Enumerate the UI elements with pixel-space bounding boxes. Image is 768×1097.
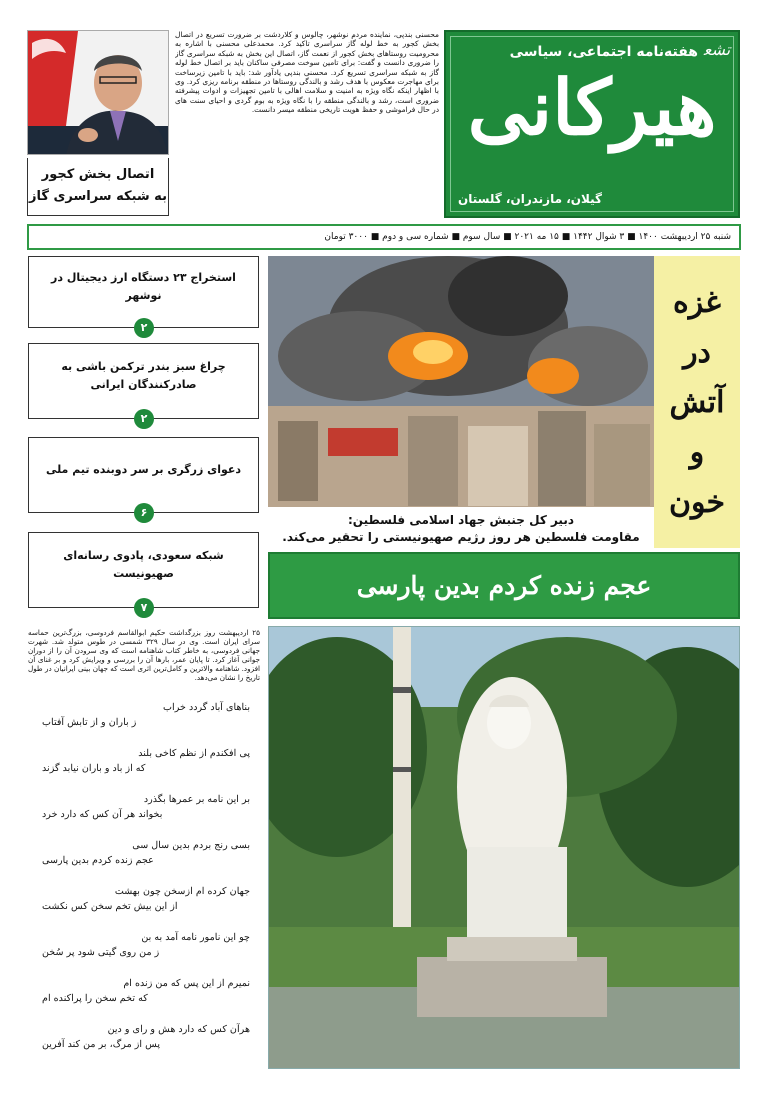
side-box-title: چراغ سبز بندر ترکمن باشی به صادرکنندگان ایرانی	[61, 360, 226, 391]
ferdowsi-statue-photo[interactable]	[268, 626, 740, 1069]
verse-line: ز باران و از تابش آفتاب	[42, 717, 137, 728]
verse-line: بر این نامه بر عمرها بگذرد	[143, 794, 250, 805]
verse-line: پی افکندم از نظم کاخی بلند	[138, 748, 250, 759]
side-box-3[interactable]	[28, 437, 259, 519]
side-box-title: استخراج ۲۳ دستگاه ارز دیجیتال در نوشهر	[51, 271, 236, 302]
verse	[28, 1022, 260, 1068]
verse	[28, 930, 260, 976]
issue-date-bar: شنبه ۲۵ اردیبهشت ۱۴۰۰ ■ ۳ شوال ۱۴۴۲ ■ ۱۵ مه ۲۰۲۱ ■ سال سوم ■ شماره سی و دوم ■ ۳۰۰۰ تومان	[27, 224, 741, 250]
gaza-photo[interactable]	[268, 256, 654, 507]
verse-line: که تخم سخن را پراکنده ام	[42, 993, 148, 1004]
gaza-caption-line1: دبیر کل جنبش جهاد اسلامی فلسطین:	[348, 513, 574, 527]
ferdowsi-banner[interactable]: عجم زنده کردم بدین پارسی	[268, 552, 740, 619]
top-story-headline[interactable]	[27, 158, 169, 216]
statue-image	[268, 627, 739, 1069]
verse-list	[28, 700, 260, 1070]
gaza-image	[268, 256, 654, 507]
side-box-title: شبکه سعودی، پادوی رسانه‌ای صهیونیست	[63, 549, 224, 580]
portrait-image	[27, 31, 168, 155]
verse-line: بخواند هر آن کس که دارد خرد	[42, 809, 163, 820]
gaza-caption-line2: مقاومت فلسطین هر روز رژیم صهیونیستی را تحقیر می‌کند.	[282, 530, 640, 544]
verse-line: ز من روی گیتی شود پر سُخن	[42, 947, 160, 958]
top-story-headline-line1: اتصال بخش کجور	[41, 167, 155, 182]
verse-line: که از باد و باران نیابد گزند	[42, 763, 146, 774]
verse	[28, 700, 260, 746]
gaza-word-3: آتش	[669, 385, 725, 420]
masthead-seal: ﺗﺸﻌ	[703, 40, 731, 59]
verse	[28, 792, 260, 838]
gaza-word-2: در	[683, 335, 711, 370]
verse	[28, 838, 260, 884]
verse-line: نمیرم از این پس که من زنده ام	[123, 978, 250, 989]
masthead-region: گیلان، مازندران، گلستان	[458, 192, 602, 206]
verse	[28, 976, 260, 1022]
ferdowsi-intro: ۲۵ اردیبهشت روز بزرگداشت حکیم ابوالقاسم فردوسی، بزرگ‌ترین حماسه سرای ایران است. وی در سال ۳۲۹ شمسی در طوس متولد شد. شهرت جهانی فردوسی، به خاطر کتاب شاهنامه است که وی سرودن آن را از دوران جوانی آغاز کرد. تا پایان عمر، بارها آن را بررسی و ویرایش کرد و بر غنای آن افزود. شاهنامه والاترین و کامل‌ترین اثری است که جهان بینی ایرانیان در طول تاریخ را نشان می‌دهد.	[28, 628, 260, 682]
side-box-4[interactable]	[28, 532, 259, 614]
side-box-1[interactable]	[28, 256, 259, 334]
masthead	[444, 30, 740, 218]
page-number-badge: ۲	[134, 318, 154, 338]
page-number-badge: ۷	[134, 598, 154, 618]
page-number-badge: ۶	[134, 503, 154, 523]
gaza-caption	[268, 508, 654, 550]
side-box-2[interactable]	[28, 343, 259, 425]
gaza-word-5: خون	[668, 485, 726, 520]
verse-line: بناهای آباد گردد خراب	[163, 702, 250, 713]
verse	[28, 746, 260, 792]
verse-line: از این بیش تخم سخن کس نکشت	[42, 901, 178, 912]
verse-line: عجم زنده کردم بدین پارسی	[42, 855, 154, 866]
verse	[28, 884, 260, 930]
verse-line: بسی رنج بردم بدین سال سی	[132, 840, 250, 851]
gaza-headline[interactable]	[654, 256, 740, 548]
verse-line: پس از مرگ، بر من کند آفرین	[42, 1039, 161, 1050]
page-number-badge: ۲	[134, 409, 154, 429]
masthead-subtitle: هفته‌نامه اجتماعی، سیاسی	[509, 44, 698, 60]
top-story-body: محسنی بندپی، نماینده مردم نوشهر، چالوس و کلاردشت بر ضرورت تسریع در اتصال بخش کجور به خط لوله گاز سراسری تاکید کرد. محمدعلی محسنی با اشاره به محرومیت روستاهای بخش کجور از نعمت گاز، اتصال این بخش به شبکه سراسری گاز را ضروری دانست و گفت: برای تامین سوخت مصرفی ساکنان باید بر اتصال خط لوله گاز به شبکه سراسری تسریع کرد. محسنی بندپی یادآور شد: باید با تامین زیرساخت برای مهاجرت معکوس با هدف رشد و بالندگی روستاها در منطقه برنامه ریزی کرد. وی با اظهار اینکه نگاه ویژه به امنیت و سلامت اهالی با تامین تجهیزات و ادوات پیشرفته ضروری است، رشد و بالندگی منطقه را با نگاه ویژه به بوم گردی و احیای سنت های در حال فراموشی و حفظ هویت تاریخی منطقه میسر دانست.	[175, 30, 439, 115]
verse-line: چو این نامور نامه آمد به بن	[141, 932, 250, 943]
verse-line: جهان کرده ام ازسخن چون بهشت	[114, 886, 250, 897]
top-story-headline-line2: به شبکه سراسری گاز	[29, 189, 167, 204]
masthead-logo: هیرکانی	[467, 63, 717, 152]
side-box-title: دعوای زرگری بر سر دوبنده تیم ملی	[45, 463, 242, 476]
gaza-word-1: غزه	[673, 285, 721, 320]
verse-line: هرآن کس که دارد هش و رای و دین	[107, 1024, 250, 1035]
gaza-word-4: و	[689, 435, 705, 470]
portrait-photo	[27, 30, 169, 155]
